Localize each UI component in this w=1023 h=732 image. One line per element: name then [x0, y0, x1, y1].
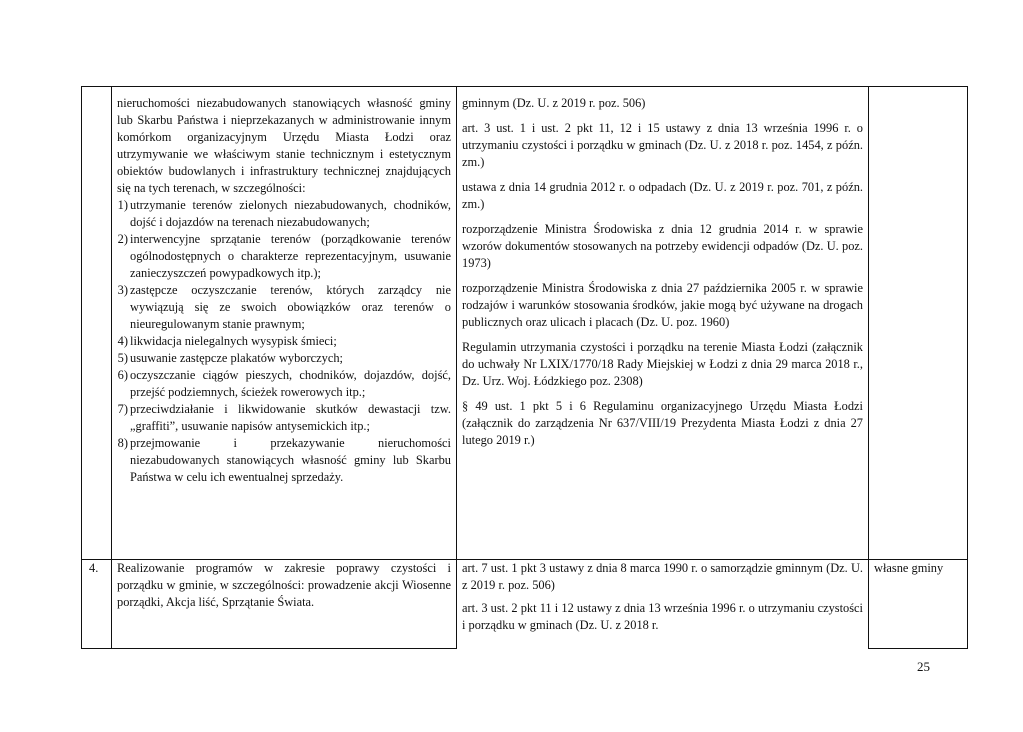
table-row	[82, 560, 968, 649]
legal-basis-entry: § 49 ust. 1 pkt 5 i 6 Regulaminu organizacyjnego Urzędu Miasta Łodzi (załącznik do zarządzenia Nr 637/VIII/19 Prezydenta Miasta Łodzi z dnia 27 lutego 2019 r.)	[462, 399, 863, 447]
row-number-cell	[82, 87, 112, 560]
legal-basis-entry: gminnym (Dz. U. z 2019 r. poz. 506)	[462, 96, 646, 110]
task-cell	[112, 87, 457, 560]
list-item: 5) usuwanie zastępcze plakatów wyborczych;	[117, 351, 343, 365]
legal-basis-entry: rozporządzenie Ministra Środowiska z dnia 12 grudnia 2014 r. w sprawie wzorów dokumentów stosowanych na potrzeby ewidencji odpadów (Dz. U. poz. 1973)	[462, 222, 863, 270]
list-item: 4) likwidacja nielegalnych wysypisk śmieci;	[117, 334, 337, 348]
task-cell	[112, 560, 457, 649]
page-number: 25	[917, 659, 930, 674]
legal-basis-entry: Regulamin utrzymania czystości i porządku na terenie Miasta Łodzi (załącznik do uchwały Nr LXIX/1770/18 Rady Miejskiej w Łodzi z dnia 29 marca 2018 r., Dz. Urz. Woj. Łódzkiego poz. 2308)	[462, 340, 863, 388]
row-number: 4.	[82, 560, 112, 649]
legal-basis-entry: art. 3 ust. 2 pkt 11 i 12 ustawy z dnia 13 września 1996 r. o utrzymaniu czystości i porządku w gminach (Dz. U. z 2018 r.	[462, 601, 863, 632]
list-item: 2) interwencyjne sprzątanie terenów (porządkowanie terenów ogólnodostępnych o charakterze reprezentacyjnym, usuwanie zanieczyszczeń powypadkowych itp.);	[117, 232, 451, 280]
legal-basis-entry: art. 3 ust. 1 i ust. 2 pkt 11, 12 i 15 ustawy z dnia 13 września 1996 r. o utrzymaniu czystości i porządku w gminach (Dz. U. z 2018 r. poz. 1454, z późn. zm.)	[462, 121, 863, 169]
legal-basis-entry: ustawa z dnia 14 grudnia 2012 r. o odpadach (Dz. U. z 2019 r. poz. 701, z późn. zm.)	[462, 180, 863, 211]
competence-cell	[869, 87, 968, 560]
task-list	[117, 197, 451, 486]
list-item: 1) utrzymanie terenów zielonych niezabudowanych, chodników, dojść i dojazdów na terenach niezabudowanych;	[117, 198, 451, 229]
list-item: 3) zastępcze oczyszczanie terenów, których zarządcy nie wywiązują się ze swoich obowiązków oraz terenów o nieuregulowanym stanie prawnym;	[117, 283, 451, 331]
legal-basis-cell	[457, 87, 869, 560]
competence-cell: własne gminy	[869, 560, 968, 649]
list-item: 6) oczyszczanie ciągów pieszych, chodników, dojazdów, dojść, przejść podziemnych, ścieżek rowerowych itp.;	[117, 368, 451, 399]
legal-basis-entry: art. 7 ust. 1 pkt 3 ustawy z dnia 8 marca 1990 r. o samorządzie gminnym (Dz. U. z 2019 r. poz. 506)	[462, 561, 863, 592]
list-item: 7) przeciwdziałanie i likwidowanie skutków dewastacji tzw. „graffiti”, usuwanie napisów antysemickich itp.;	[117, 402, 451, 433]
legal-basis-entry: rozporządzenie Ministra Środowiska z dnia 27 października 2005 r. w sprawie rodzajów i warunków stosowania środków, jakie mogą być używane na drogach publicznych oraz ulicach i placach (Dz. U. poz. 1960)	[462, 281, 863, 329]
legal-basis-cell	[457, 560, 869, 649]
task-intro: nieruchomości niezabudowanych stanowiących własność gminy lub Skarbu Państwa i nieprzekazanych w administrowanie innym komórkom organizacyjnym Urzędu Miasta Łodzi oraz utrzymywanie we właściwym stanie technicznym i estetycznym obiektów budowlanych i infrastruktury technicznej znajdujących się na tych terenach, w szczególności:	[117, 96, 451, 195]
tasks-table	[81, 86, 968, 649]
list-item: 8) przejmowanie i przekazywanie nieruchomości niezabudowanych stanowiących własność gminy lub Skarbu Państwa w celu ich ewentualnej sprzedaży.	[117, 436, 451, 484]
table-row	[82, 87, 968, 560]
task-text: Realizowanie programów w zakresie poprawy czystości i porządku w gminie, w szczególności: prowadzenie akcji Wiosenne porządki, Akcja liść, Sprzątanie Świata.	[117, 561, 451, 609]
